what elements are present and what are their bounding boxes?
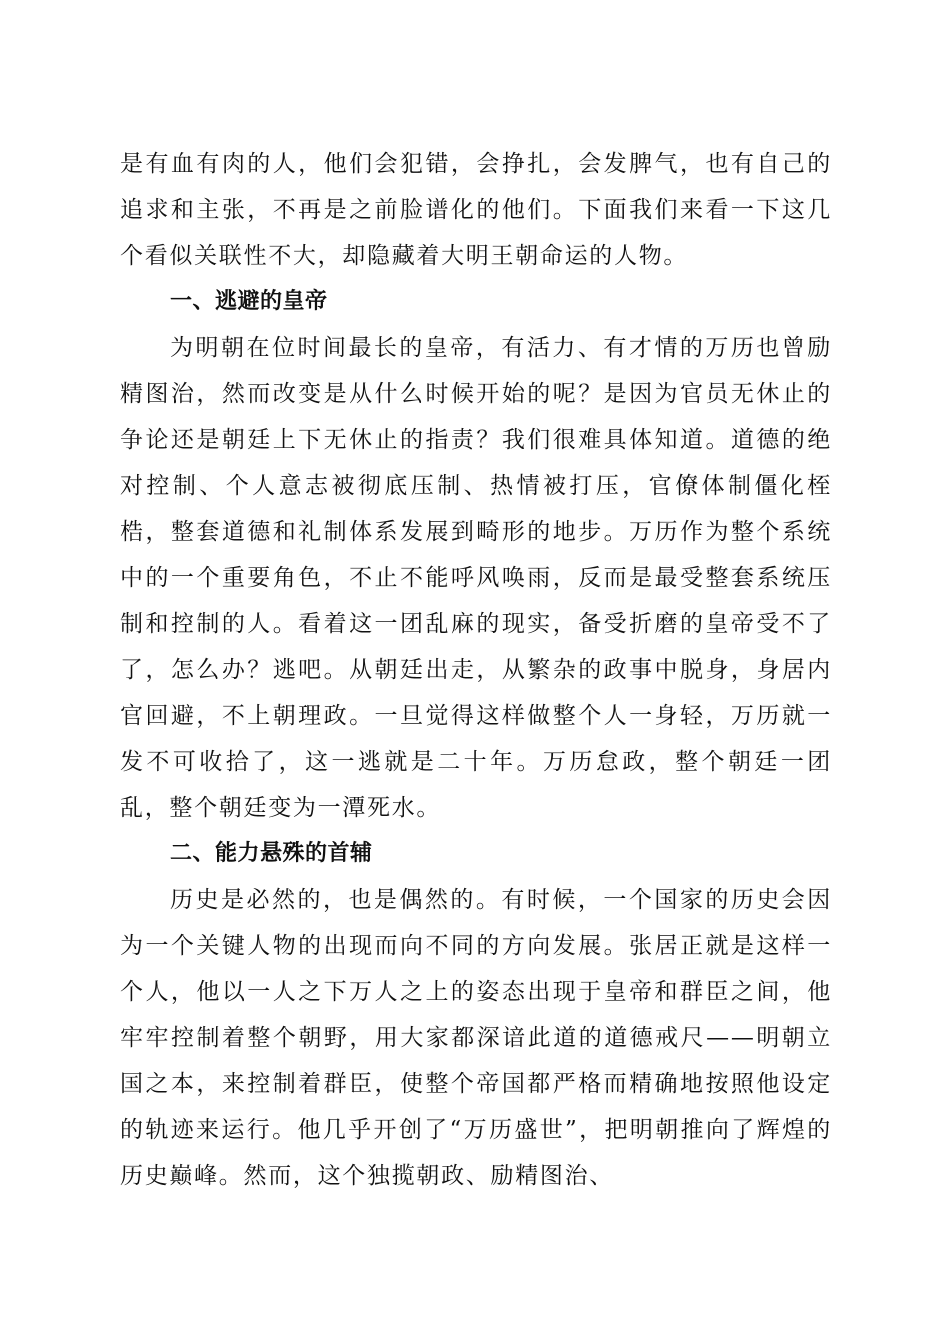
document-body: [120, 141, 832, 1199]
section-body-grand-secretary: 历史是必然的，也是偶然的。有时候，一个国家的历史会因为一个关键人物的出现而向不同的方向发展。张居正就是这样一个人，他以一人之下万人之上的姿态出现于皇帝和群臣之间，他牢牢控制着整个朝野，用大家都深谙此道的道德戒尺——明朝立国之本，来控制着群臣，使整个帝国都严格而精确地按照他设定的轨迹来运行。他几乎开创了“万历盛世”，把明朝推向了辉煌的历史巅峰。然而，这个独揽朝政、励精图治、: [120, 887, 832, 1189]
intro-paragraph: 是有血有肉的人，他们会犯错，会挣扎，会发脾气，也有自己的追求和主张，不再是之前脸谱化的他们。下面我们来看一下这几个看似关联性不大，却隐藏着大明王朝命运的人物。: [120, 151, 832, 269]
section-heading-emperor: 一、逃避的皇帝: [170, 289, 328, 314]
section-body-emperor: 为明朝在位时间最长的皇帝，有活力、有才情的万历也曾励精图治，然而改变是从什么时候开始的呢？是因为官员无休止的争论还是朝廷上下无休止的指责？我们很难具体知道。道德的绝对控制、个人意志被彻底压制、热情被打压，官僚体制僵化桎梏，整套道德和礼制体系发展到畸形的地步。万历作为整个系统中的一个重要角色，不止不能呼风唤雨，反而是最受整套系统压制和控制的人。看着这一团乱麻的现实，备受折磨的皇帝受不了了，怎么办？逃吧。从朝廷出走，从繁杂的政事中脱身，身居内官回避，不上朝理政。一旦觉得这样做整个人一身轻，万历就一发不可收拾了，这一逃就是二十年。万历怠政，整个朝廷一团乱，整个朝廷变为一潭死水。: [120, 335, 832, 821]
section-heading-grand-secretary: 二、能力悬殊的首辅: [170, 841, 373, 866]
